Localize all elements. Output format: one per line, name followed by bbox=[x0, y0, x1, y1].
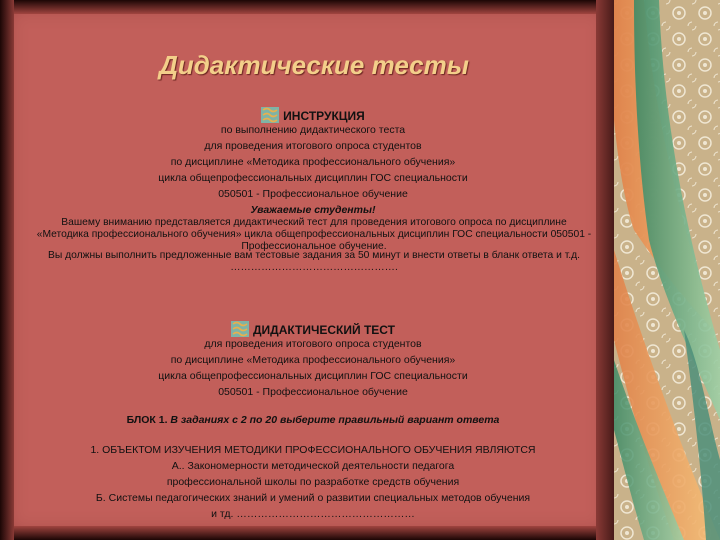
question-1: 1. ОБЪЕКТОМ ИЗУЧЕНИЯ МЕТОДИКИ ПРОФЕССИОНАЛЬНОГО ОБУЧЕНИЯ ЯВЛЯЮТСЯ bbox=[90, 444, 536, 456]
test-heading: ДИДАКТИЧЕСКИЙ ТЕСТ bbox=[252, 323, 395, 337]
teal-swirl-bullet-icon bbox=[261, 107, 279, 123]
test-line: 050501 - Профессиональное обучение bbox=[218, 386, 408, 398]
instruction-line: цикла общепрофессиональных дисциплин ГОС специальности bbox=[158, 172, 468, 184]
test-line: цикла общепрофессиональных дисциплин ГОС специальности bbox=[158, 370, 468, 382]
block-instruction bbox=[30, 414, 596, 427]
instruction-paragraph: Вашему вниманию представляется дидактический тест для проведения итогового опроса по дисциплине «Методика профессионального обучения» цикла общепрофессиональных дисциплин ГОС специальности 050501 - Профессиональное обучение. bbox=[36, 217, 592, 252]
instruction-paragraph: Вы должны выполнить предложенные вам тестовые задания за 50 минут и внести ответы в бланк ответа и т.д. …………………………………………. bbox=[47, 250, 581, 273]
frame-top bbox=[0, 0, 614, 14]
answer-b: Б. Системы педагогических знаний и умений о развитии специальных методов обучения bbox=[95, 492, 531, 504]
instruction-line: для проведения итогового опроса студентов bbox=[204, 140, 422, 152]
frame-left bbox=[0, 0, 14, 540]
instruction-line: 050501 - Профессиональное обучение bbox=[218, 188, 408, 200]
instruction-heading: ИНСТРУКЦИЯ bbox=[283, 109, 365, 123]
instruction-line: по выполнению дидактического теста bbox=[220, 124, 406, 136]
answer-b-continued: и тд. …………………………………………… bbox=[211, 508, 415, 520]
block-label: БЛОК 1. bbox=[126, 414, 168, 426]
test-line: по дисциплине «Методика профессионального обучения» bbox=[170, 354, 456, 366]
teal-swirl-bullet-icon bbox=[231, 321, 249, 337]
instruction-line: по дисциплине «Методика профессионального обучения» bbox=[170, 156, 456, 168]
answer-a-continued: профессиональной школы по разработке средств обучения bbox=[166, 476, 460, 488]
answer-a: А.. Закономерности методической деятельности педагога bbox=[171, 460, 455, 472]
test-line: для проведения итогового опроса студентов bbox=[204, 338, 422, 350]
frame-bottom bbox=[0, 526, 614, 540]
greeting: Уважаемые студенты! bbox=[250, 204, 376, 216]
block-text: В заданиях с 2 по 20 выберите правильный вариант ответа bbox=[167, 414, 500, 426]
decorative-strip bbox=[614, 0, 720, 540]
test-heading-row bbox=[30, 321, 596, 337]
slide-title: Дидактические тесты bbox=[159, 50, 469, 80]
instruction-heading-row bbox=[30, 107, 596, 123]
